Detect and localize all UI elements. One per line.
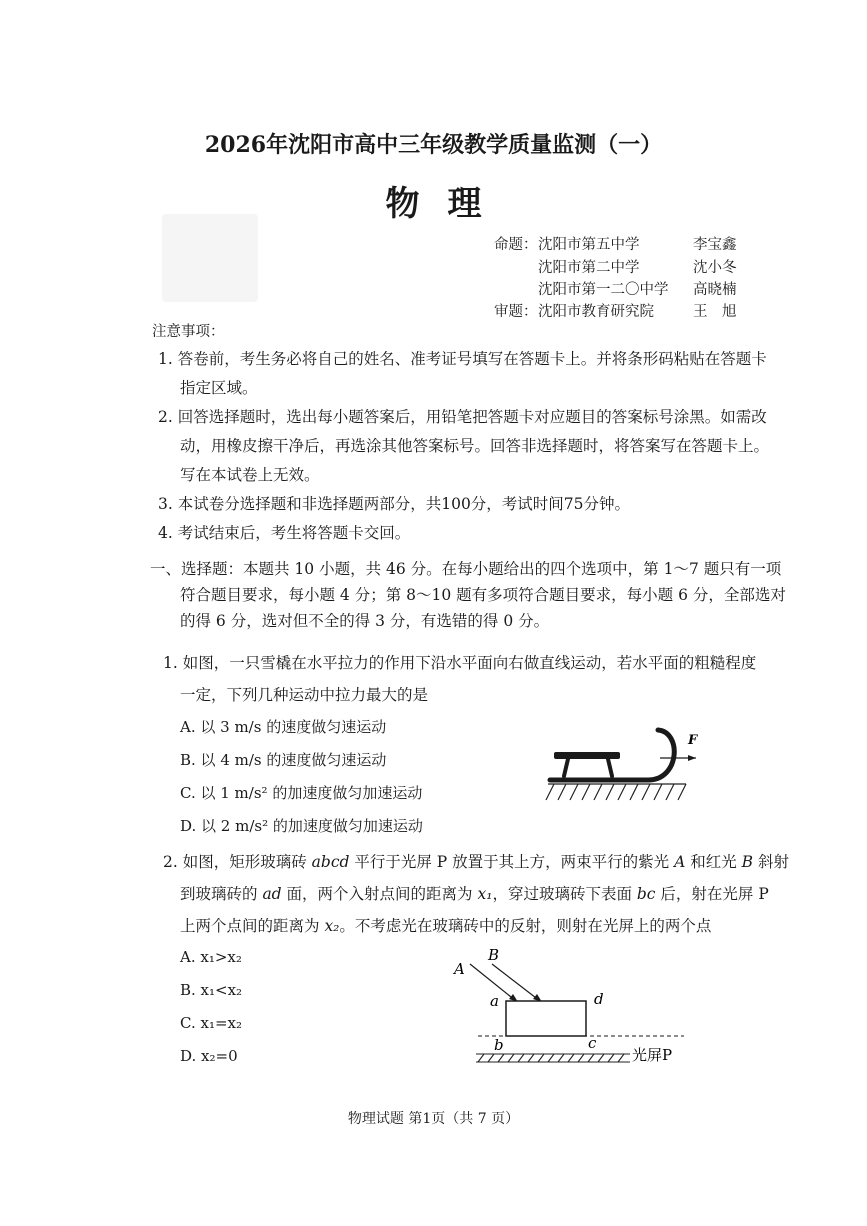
q2-option-c: C. x₁=x₂: [180, 1014, 242, 1032]
vertex-a-label: a: [490, 992, 499, 1010]
question-1-stem: 1. 如图，一只雪橇在水平拉力的作用下沿水平面向右做直线运动，若水平面的粗糙程度: [163, 654, 757, 672]
question-2-stem: 2. 如图，矩形玻璃砖 abcd 平行于光屏 P 放置于其上方，两束平行的紫光 A 和红光 B 斜射: [163, 853, 789, 871]
notice-heading: 注意事项：: [152, 324, 225, 340]
section-heading: 一、选择题：本题共 10 小题，共 46 分。在每小题给出的四个选项中，第 1～7 题只有一项: [150, 560, 782, 578]
q1-option-b: B. 以 4 m/s 的速度做匀速运动: [180, 751, 387, 769]
section-text: 的得 6 分，选对但不全的得 3 分，有选错的得 0 分。: [180, 612, 550, 630]
force-arrow: [660, 755, 696, 761]
screen-hatching: [476, 1054, 630, 1062]
glass-brick-figure: [448, 944, 698, 1076]
page-footer: 物理试题 第1页（共 7 页）: [347, 1111, 520, 1127]
credit-name: 李宝鑫: [693, 237, 737, 253]
force-label: F: [688, 733, 698, 748]
section-text: 符合题目要求，每小题 4 分；第 8～10 题有多项符合题目要求，每小题 6 分，全部选对: [180, 586, 786, 604]
vertex-c-label: c: [588, 1034, 597, 1052]
credit-org: 沈阳市第一二〇中学: [538, 282, 669, 298]
proposer-label: 命题：: [494, 237, 538, 253]
notice-item: 4. 考试结束后，考生将答题卡交回。: [158, 524, 411, 542]
credit-org: 沈阳市第五中学: [538, 237, 640, 253]
vertex-b-label: b: [494, 1036, 504, 1054]
q1-option-c: C. 以 1 m/s² 的加速度做匀加速运动: [180, 784, 423, 802]
sled: [550, 730, 674, 780]
q1-option-d: D. 以 2 m/s² 的加速度做匀加速运动: [180, 817, 423, 835]
q2-option-d: D. x₂=0: [180, 1047, 238, 1065]
q2-option-a: A. x₁>x₂: [180, 948, 242, 966]
sled-figure: [540, 720, 700, 806]
barcode-area: [162, 214, 258, 302]
notice-item: 动，用橡皮擦干净后，再选涂其他答案标号。回答非选择题时，将答案写在答题卡上。: [180, 437, 770, 455]
ray-b-label: B: [488, 946, 500, 964]
notice-item: 1. 答卷前，考生务必将自己的姓名、准考证号填写在答题卡上。并将条形码粘贴在答题卡: [158, 350, 767, 368]
subject-title: 物理: [385, 184, 510, 224]
question-1-stem: 一定，下列几种运动中拉力最大的是: [180, 686, 429, 704]
credit-name: 高晓楠: [693, 282, 737, 298]
ground-hatching: [546, 784, 686, 800]
screen-label: 光屏P: [632, 1046, 673, 1064]
credit-org: 沈阳市第二中学: [538, 260, 640, 276]
notice-item: 写在本试卷上无效。: [180, 466, 320, 484]
ray-a-label: A: [454, 960, 465, 978]
credit-name: 王 旭: [693, 304, 737, 320]
credit-org: 沈阳市教育研究院: [538, 304, 654, 320]
page-title: 2026年沈阳市高中三年级教学质量监测（一）: [204, 132, 663, 158]
notice-item: 指定区域。: [180, 379, 258, 397]
glass-brick: [506, 1001, 586, 1036]
notice-item: 2. 回答选择题时，选出每小题答案后，用铅笔把答题卡对应题目的答案标号涂黑。如需改: [158, 408, 767, 426]
light-rays: [470, 964, 542, 1002]
question-2-stem: 上两个点间的距离为 x₂。不考虑光在玻璃砖中的反射，则射在光屏上的两个点: [180, 917, 712, 935]
notice-item: 3. 本试卷分选择题和非选择题两部分，共100分，考试时间75分钟。: [158, 495, 631, 513]
q1-option-a: A. 以 3 m/s 的速度做匀速运动: [180, 718, 387, 736]
reviewer-label: 审题：: [494, 304, 538, 320]
q2-option-b: B. x₁<x₂: [180, 981, 243, 999]
question-2-stem: 到玻璃砖的 ad 面，两个入射点间的距离为 x₁，穿过玻璃砖下表面 bc 后，射在光屏 P: [180, 885, 769, 903]
vertex-d-label: d: [594, 990, 604, 1008]
credit-name: 沈小冬: [693, 260, 737, 276]
